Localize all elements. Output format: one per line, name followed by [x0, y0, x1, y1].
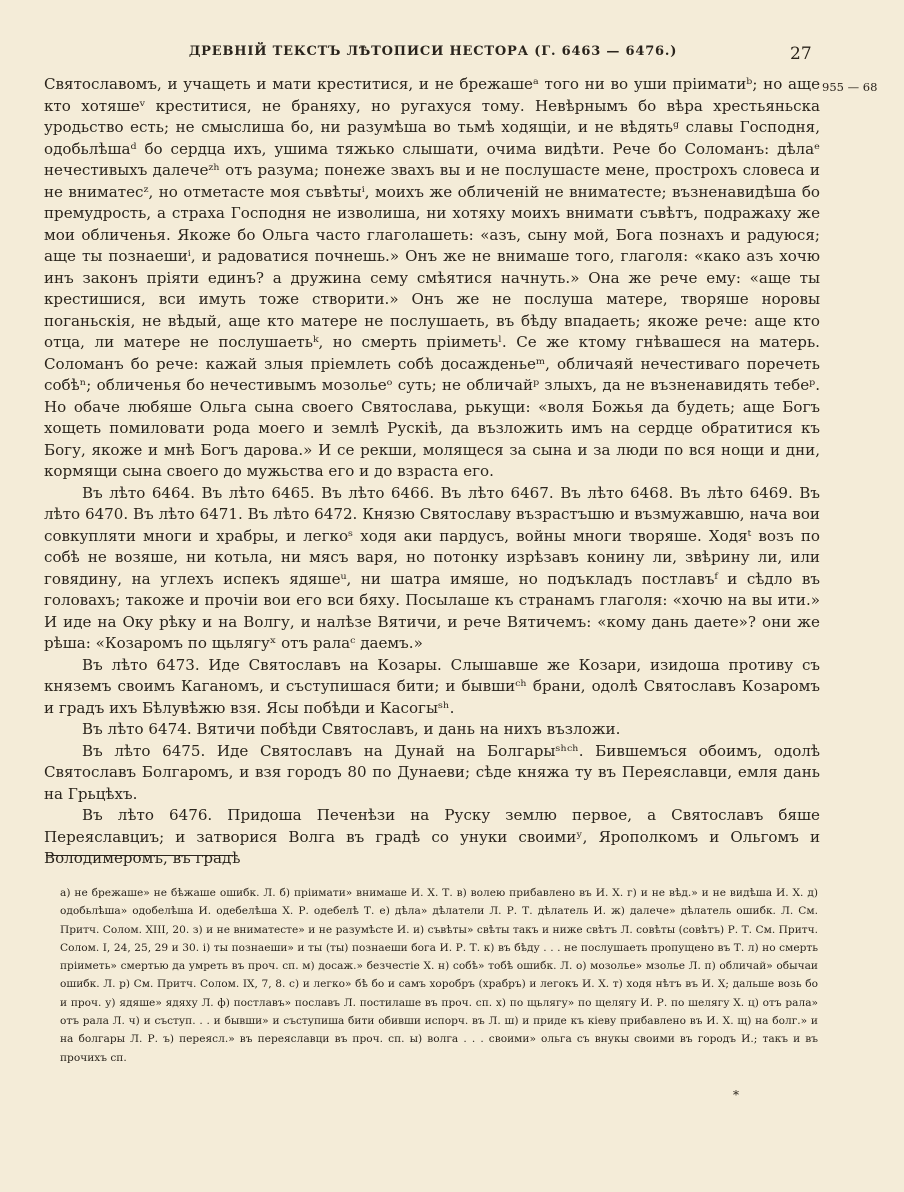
footnote-text: а) не брежаше» не бѣжаше ошибк. Л. б) пріимати» внимаше И. Х. Т. в) волею прибавлено въ И. Х. г) и не вѣд.» и не видѣша И. Х. д) одобьлѣша» одобелѣша И. одебелѣша Х. Р. одебелѣ Т. е) дѣла» дѣлатели Л. Р. Т. дѣлатель И. ж) далече» дѣлатель ошибк. Л. См. Притч. Солом. XIII, 20. з) и не вниматесте» и не разумѣсте И. и) съвѣты» свѣты такъ и ниже свѣтъ Л. совѣты (совѣтъ) Р. Т. См. Притч. Солом. I, 24, 25, 29 и 30. і) ты познаеши» и ты (ты) познаеши бога И. Р. Т. к) въ бѣду . . . не послушаеть пропущено въ Т. л) но смерть пріиметь» смертью да умреть въ проч. сп. м) досаж.» безчестіе Х. н) собѣ» тобѣ ошибк. Л. о) мозолье» мзолье Л. п) обличай» обычаи ошибк. Л. р) См. Притч. Солом. IX, 7, 8. с) и легко» бѣ бо и самъ хоробръ (храбръ) и легокъ И. Х. т) ходя нѣтъ въ И. Х; дальше возь бо и проч. у) ядяше» ядяху Л. ф) постлавъ» пославъ Л. постилаше въ проч. сп. х) по щьлягу» по щелягу И. Р. по шелягу Х. ц) отъ рала» отъ рала Л. ч) и съступ. . . и бывши» и съступиша бити обивши испорч. въ Л. ш) и приде къ кіеву прибавлено въ И. Х. щ) на болг.» и на болгары Л. Р. ъ) переясл.» въ переяславци въ проч. сп. ы) волга . . . своими» ольга съ внукы своими въ городъ И.; такъ и въ прочихъ сп. [60, 887, 818, 1064]
footnotes [60, 884, 818, 1067]
paragraph-6464-6472: Въ лѣто 6464. Въ лѣто 6465. Въ лѣто 6466. Въ лѣто 6467. Въ лѣто 6468. Въ лѣто 6469. Въ лѣто 6470. Въ лѣто 6471. Въ лѣто 6472. Князю Святославу възрастъшю и възмужавшю, нача вои совкупляти многи и храбры, и легкоˢ ходя аки пардусъ, войны многи творяше. Ходяᵗ возъ по собѣ не возяше, ни котьла, ни мясъ варя, но потонку изрѣзавъ конину ли, звѣрину ли, или говядину, на углехъ испекъ ядяшеᵘ, ни шатра имяше, но подъкладъ постлавъᶠ и сѣдло въ головахъ; такоже и прочіи вои его вси бяху. Посылаше къ странамъ глаголя: «хочю на вы ити.» И иде на Оку рѣку и на Волгу, и налѣзе Вятичи, и рече Вятичемъ: «кому дань даете»? они же рѣша: «Козаромъ по щьлягуˣ отъ ралаᶜ даемъ.» [44, 483, 820, 652]
paragraph-6473: Въ лѣто 6473. Иде Святославъ на Козары. Слышавше же Козари, изидоша противу съ княземъ своимъ Каганомъ, и съступишася бити; и бывшиᶜʰ брани, одолѣ Святославъ Козаромъ и градъ ихъ Бѣлувѣжю взя. Ясы побѣди и Касогыˢʰ. [44, 655, 820, 717]
running-head: ДРЕВНІЙ ТЕКСТЪ ЛѢТОПИСИ НЕСТОРА (Г. 6463 — 6476.) [188, 44, 678, 59]
paragraph-intro: Святославомъ, и учащеть и мати креститися, и не брежашеᵃ того ни во уши пріиматиᵇ; но аще кто хотяшеᵛ креститися, не браняху, но ругахуся тому. Невѣрнымъ бо вѣра хрестьяньска уродьство есть; не смыслиша бо, ни разумѣша во тьмѣ ходящіи, и не вѣдятьᵍ славы Господня, одобьлѣшаᵈ бо сердца ихъ, ушима тяжько слышати, очима видѣти. Рече бо Соломанъ: дѣлаᵉ нечестивыхъ далечеᶻʰ отъ разума; понеже звахъ вы и не послушасте мене, прострохъ словеса и не вниматесᶻ, но отметасте моя съвѣтыⁱ, моихъ же обличеній не вниматесте; възненавидѣша бо премудрость, а страха Господня не изволиша, ни хотяху моихъ внимати съвѣтъ, подражаху же мои обличенья. Якоже бо Ольга часто глаголашеть: «азъ, сыну мой, Бога познахъ и радуюся; аще ты познаешиⁱ, и радоватися почнешь.» Онъ же не внимаше того, глаголя: «како азъ хочю инъ законъ пріяти единъ? а дружина сему смѣятися начнуть.» Она же рече ему: «аще ты крестишися, вси имуть тоже створити.» Онъ же не послуша матере, творяше норовы поганьскія, не вѣдый, аще кто матере не послушаеть, въ бѣду впадаеть; якоже рече: аще кто отца, ли матере не послушаетьᵏ, но смерть пріиметьˡ. Се же ктому гнѣвашеся на матерь. Соломанъ бо рече: кажай злыя пріемлеть собѣ досажденьеᵐ, обличаяй нечестиваго поречеть собѣⁿ; обличенья бо нечестивымъ мозольеᵒ суть; не обличайᵖ злыхъ, да не възненавидять тебеᵖ. Но обаче любяше Ольга сына своего Святослава, рькущи: «воля Божья да будеть; аще Богъ хощеть помиловати рода моего и землѣ Рускіѣ, да възложить имъ на сердце обратитися къ Богу, якоже и мнѣ Богъ дарова.» И се рекши, молящеся за сына и за люди по вся нощи и дни, кормящи сына своего до мужьства его и до взраста его. [44, 75, 820, 480]
footnote-divider [46, 855, 232, 856]
paragraph-6476: Въ лѣто 6476. Придоша Печенѣзи на Руску землю первое, а Святославъ бяше Переяславциъ; и затворися Волга въ градѣ со унуки своимиʸ, Ярополкомъ и Ольгомъ и Володимеромъ, въ градѣ [44, 806, 820, 867]
chronicle-text [44, 74, 820, 870]
page-number: 27 [790, 44, 812, 64]
paragraph-6474: Въ лѣто 6474. Вятичи побѣди Святославъ, и дань на нихъ възложи. [82, 720, 621, 738]
paragraph-6475: Въ лѣто 6475. Иде Святославъ на Дунай на Болгарыˢʰᶜʰ. Бившемъся обоимъ, одолѣ Святославъ Болгаромъ, и взя городъ 80 по Дунаеви; сѣде княжа ту въ Переяславци, емля дань на Грьцѣхъ. [44, 741, 820, 803]
asterisk-mark: * [733, 1088, 739, 1102]
margin-year-range: 955 — 68 [822, 80, 878, 94]
